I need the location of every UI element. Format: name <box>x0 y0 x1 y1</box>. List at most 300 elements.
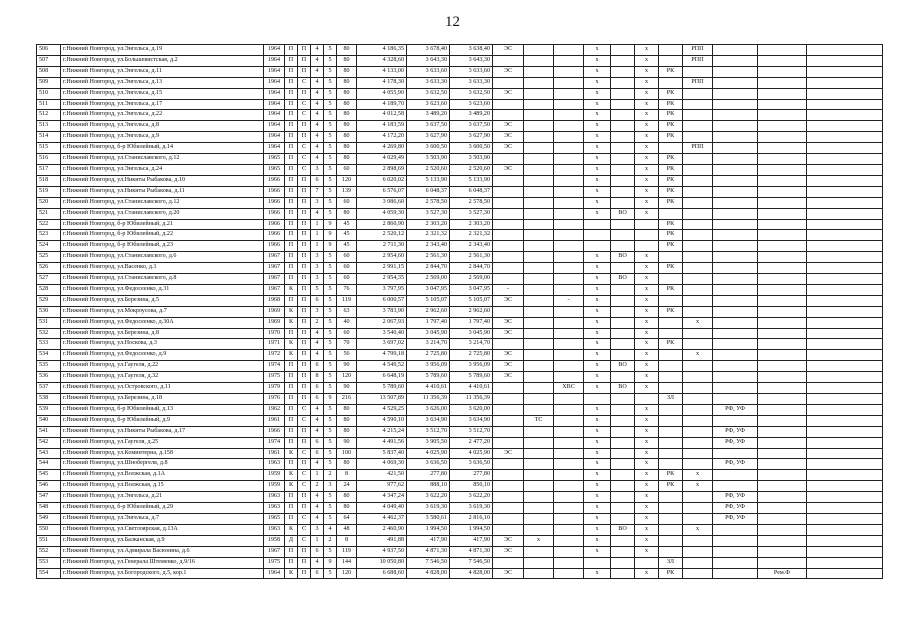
cell-apartments: 80 <box>337 77 357 88</box>
cell-roof-type: С <box>298 535 311 546</box>
cell-wall-material: П <box>285 437 298 448</box>
cell-mark-1: х <box>584 110 611 121</box>
cell-work-type-3 <box>713 306 758 317</box>
cell-utility-3 <box>554 99 584 110</box>
table-row <box>37 306 883 317</box>
cell-blank <box>807 350 883 361</box>
cell-area-used: 2 520,60 <box>450 164 493 175</box>
cell-entrances: 6 <box>311 568 324 579</box>
cell-roof-type: П <box>298 230 311 241</box>
cell-entrances: 4 <box>311 339 324 350</box>
cell-mark-1: х <box>584 143 611 154</box>
cell-floors: 5 <box>324 383 337 394</box>
cell-utility-2 <box>524 143 554 154</box>
cell-utility-1: ЭС <box>493 535 524 546</box>
cell-utility-3 <box>554 186 584 197</box>
cell-utility-1: ЭС <box>493 121 524 132</box>
cell-work-type-3 <box>713 361 758 372</box>
cell-mark-1: х <box>584 448 611 459</box>
cell-build-year: 1966 <box>264 175 285 186</box>
cell-roof-type: П <box>298 295 311 306</box>
cell-work-type-4 <box>758 361 807 372</box>
cell-work-type-3 <box>713 524 758 535</box>
cell-area-used: 4 828,00 <box>450 568 493 579</box>
cell-apartments: 90 <box>337 437 357 448</box>
cell-area-used: 2 343,40 <box>450 241 493 252</box>
cell-utility-3 <box>554 339 584 350</box>
cell-floors: 5 <box>324 492 337 503</box>
table-row <box>37 219 883 230</box>
cell-utility-2 <box>524 230 554 241</box>
cell-roof-type: П <box>298 88 311 99</box>
table-row <box>37 437 883 448</box>
cell-mark-1: х <box>584 66 611 77</box>
cell-work-type-4 <box>758 426 807 437</box>
cell-mark-2 <box>611 263 635 274</box>
cell-wall-material: П <box>285 77 298 88</box>
cell-work-type-3 <box>713 383 758 394</box>
cell-utility-3 <box>554 274 584 285</box>
cell-living-area: 1 797,40 <box>407 317 450 328</box>
cell-address: г.Нижний Новгород, ул.Станиславского, д.12 <box>61 154 264 165</box>
cell-work-type-3: РФ, УФ <box>713 459 758 470</box>
cell-row-number: 546 <box>37 481 61 492</box>
cell-utility-1 <box>493 197 524 208</box>
cell-work-type-1: РК <box>659 241 683 252</box>
table-row <box>37 77 883 88</box>
cell-blank <box>807 45 883 56</box>
cell-total-area: 4 937,50 <box>357 546 407 557</box>
cell-utility-2 <box>524 175 554 186</box>
cell-floors: 5 <box>324 121 337 132</box>
cell-utility-2 <box>524 339 554 350</box>
cell-mark-3: х <box>635 110 659 121</box>
cell-wall-material: К <box>285 284 298 295</box>
cell-work-type-2 <box>683 361 713 372</box>
cell-floors: 5 <box>324 88 337 99</box>
cell-work-type-4 <box>758 470 807 481</box>
cell-row-number: 543 <box>37 448 61 459</box>
cell-area-used: 2 725,80 <box>450 350 493 361</box>
cell-wall-material: Д <box>285 535 298 546</box>
cell-blank <box>807 284 883 295</box>
cell-row-number: 540 <box>37 415 61 426</box>
cell-roof-type: С <box>298 154 311 165</box>
cell-roof-type: П <box>298 328 311 339</box>
cell-work-type-3 <box>713 394 758 405</box>
cell-area-used: 3 527,30 <box>450 208 493 219</box>
cell-work-type-3 <box>713 175 758 186</box>
cell-living-area: 3 503,90 <box>407 154 450 165</box>
cell-living-area: 3 633,30 <box>407 77 450 88</box>
cell-entrances: 4 <box>311 513 324 524</box>
cell-work-type-2 <box>683 415 713 426</box>
cell-row-number: 530 <box>37 306 61 317</box>
cell-utility-2 <box>524 492 554 503</box>
cell-living-area: 3 956,09 <box>407 361 450 372</box>
cell-utility-1 <box>493 154 524 165</box>
cell-total-area: 4 029,49 <box>357 154 407 165</box>
cell-utility-2 <box>524 524 554 535</box>
cell-mark-2 <box>611 448 635 459</box>
cell-work-type-3: РФ, УФ <box>713 513 758 524</box>
cell-total-area: 4 178,30 <box>357 77 407 88</box>
cell-work-type-2 <box>683 503 713 514</box>
cell-blank <box>807 524 883 535</box>
cell-mark-2 <box>611 317 635 328</box>
cell-wall-material: П <box>285 88 298 99</box>
cell-wall-material: К <box>285 448 298 459</box>
cell-row-number: 524 <box>37 241 61 252</box>
cell-work-type-1: РК <box>659 470 683 481</box>
table-row <box>37 350 883 361</box>
cell-build-year: 1964 <box>264 110 285 121</box>
cell-floors: 5 <box>324 339 337 350</box>
cell-build-year: 1963 <box>264 524 285 535</box>
cell-mark-1: х <box>584 470 611 481</box>
cell-mark-2 <box>611 241 635 252</box>
cell-mark-2 <box>611 459 635 470</box>
cell-area-used: 4 410,61 <box>450 383 493 394</box>
cell-work-type-1 <box>659 492 683 503</box>
cell-blank <box>807 361 883 372</box>
cell-utility-2 <box>524 361 554 372</box>
cell-build-year: 1974 <box>264 361 285 372</box>
cell-work-type-3 <box>713 154 758 165</box>
cell-work-type-1: ЗЛ <box>659 394 683 405</box>
page-number: 12 <box>445 14 460 30</box>
cell-work-type-4 <box>758 252 807 263</box>
cell-utility-2 <box>524 45 554 56</box>
cell-utility-2 <box>524 481 554 492</box>
cell-utility-3 <box>554 503 584 514</box>
cell-roof-type: П <box>298 186 311 197</box>
cell-row-number: 542 <box>37 437 61 448</box>
cell-wall-material: К <box>285 524 298 535</box>
cell-total-area: 4 012,58 <box>357 110 407 121</box>
cell-utility-3 <box>554 470 584 481</box>
cell-entrances: 6 <box>311 394 324 405</box>
cell-living-area: 5 789,60 <box>407 372 450 383</box>
cell-utility-1: ЭС <box>493 164 524 175</box>
cell-floors: 9 <box>324 557 337 568</box>
cell-work-type-1: РК <box>659 197 683 208</box>
table-row <box>37 524 883 535</box>
cell-work-type-2 <box>683 437 713 448</box>
cell-area-used: 3 634,90 <box>450 415 493 426</box>
cell-floors: 5 <box>324 284 337 295</box>
cell-roof-type: П <box>298 339 311 350</box>
cell-work-type-4 <box>758 557 807 568</box>
cell-work-type-4 <box>758 263 807 274</box>
cell-build-year: 1967 <box>264 284 285 295</box>
cell-total-area: 2 898,69 <box>357 164 407 175</box>
cell-entrances: 3 <box>311 197 324 208</box>
cell-area-used: 2 303,20 <box>450 219 493 230</box>
cell-total-area: 3 086,60 <box>357 197 407 208</box>
cell-mark-2 <box>611 481 635 492</box>
cell-floors: 5 <box>324 295 337 306</box>
cell-mark-3: х <box>635 132 659 143</box>
cell-entrances: 3 <box>311 263 324 274</box>
cell-mark-2 <box>611 132 635 143</box>
cell-living-area: 417,90 <box>407 535 450 546</box>
cell-total-area: 6 648,19 <box>357 372 407 383</box>
cell-wall-material: П <box>285 426 298 437</box>
cell-living-area: 3 580,61 <box>407 513 450 524</box>
cell-mark-2 <box>611 295 635 306</box>
cell-work-type-2 <box>683 328 713 339</box>
cell-work-type-4 <box>758 524 807 535</box>
cell-floors: 9 <box>324 230 337 241</box>
cell-row-number: 548 <box>37 503 61 514</box>
cell-roof-type: С <box>298 143 311 154</box>
cell-area-used: 11 356,39 <box>450 394 493 405</box>
cell-utility-1 <box>493 55 524 66</box>
cell-address: г.Нижний Новгород, ул.Адмирала Васюнина, д.6 <box>61 546 264 557</box>
cell-utility-2 <box>524 328 554 339</box>
cell-entrances: 8 <box>311 372 324 383</box>
cell-mark-1: х <box>584 164 611 175</box>
cell-total-area: 6 000,57 <box>357 295 407 306</box>
cell-utility-2 <box>524 448 554 459</box>
cell-area-used: 2 561,30 <box>450 252 493 263</box>
cell-wall-material: П <box>285 99 298 110</box>
cell-work-type-4 <box>758 45 807 56</box>
cell-roof-type: П <box>298 546 311 557</box>
cell-row-number: 528 <box>37 284 61 295</box>
cell-work-type-2: х <box>683 524 713 535</box>
cell-build-year: 1966 <box>264 219 285 230</box>
cell-apartments: 45 <box>337 230 357 241</box>
cell-blank <box>807 546 883 557</box>
cell-utility-2 <box>524 164 554 175</box>
cell-floors: 5 <box>324 404 337 415</box>
cell-apartments: 119 <box>337 295 357 306</box>
cell-utility-2 <box>524 55 554 66</box>
cell-mark-3: х <box>635 339 659 350</box>
cell-mark-2 <box>611 350 635 361</box>
cell-living-area: 3 626,00 <box>407 404 450 415</box>
cell-roof-type: П <box>298 350 311 361</box>
cell-wall-material: П <box>285 230 298 241</box>
cell-mark-1: х <box>584 492 611 503</box>
cell-mark-1: х <box>584 88 611 99</box>
cell-floors: 9 <box>324 219 337 230</box>
cell-apartments: 80 <box>337 66 357 77</box>
cell-area-used: 3 620,00 <box>450 404 493 415</box>
cell-work-type-1 <box>659 415 683 426</box>
cell-work-type-1 <box>659 274 683 285</box>
cell-address: г.Нижний Новгород, ул.Островского, д.11 <box>61 383 264 394</box>
cell-area-used: 5 105,07 <box>450 295 493 306</box>
cell-address: г.Нижний Новгород, ул.Балканская, д.9 <box>61 535 264 546</box>
cell-wall-material: К <box>285 339 298 350</box>
cell-wall-material: П <box>285 208 298 219</box>
cell-total-area: 4 328,60 <box>357 55 407 66</box>
cell-utility-1: ЭС <box>493 350 524 361</box>
cell-apartments: 70 <box>337 339 357 350</box>
cell-roof-type: П <box>298 66 311 77</box>
cell-mark-3: х <box>635 197 659 208</box>
cell-utility-2: ТС <box>524 415 554 426</box>
cell-entrances: 1 <box>311 470 324 481</box>
cell-area-used: 2 321,32 <box>450 230 493 241</box>
cell-work-type-2: РПП <box>683 55 713 66</box>
cell-utility-2 <box>524 426 554 437</box>
cell-work-type-3 <box>713 143 758 154</box>
cell-address: г.Нижний Новгород, ул.Березина, д.18 <box>61 394 264 405</box>
cell-address: г.Нижний Новгород, ул.Станиславского, д.20 <box>61 208 264 219</box>
cell-row-number: 516 <box>37 154 61 165</box>
cell-mark-1: х <box>584 208 611 219</box>
cell-wall-material: П <box>285 241 298 252</box>
cell-total-area: 4 172,20 <box>357 132 407 143</box>
cell-apartments: 80 <box>337 55 357 66</box>
cell-mark-3: х <box>635 481 659 492</box>
cell-wall-material: П <box>285 404 298 415</box>
cell-mark-1: х <box>584 437 611 448</box>
cell-mark-2 <box>611 492 635 503</box>
cell-roof-type: П <box>298 459 311 470</box>
cell-utility-2 <box>524 208 554 219</box>
cell-address: г.Нижний Новгород, ул.Федосеенко, д.9 <box>61 350 264 361</box>
cell-build-year: 1963 <box>264 492 285 503</box>
cell-row-number: 520 <box>37 197 61 208</box>
cell-mark-1 <box>584 219 611 230</box>
cell-utility-1 <box>493 274 524 285</box>
cell-mark-1: х <box>584 197 611 208</box>
cell-utility-3 <box>554 448 584 459</box>
cell-blank <box>807 372 883 383</box>
cell-mark-2 <box>611 513 635 524</box>
cell-work-type-4 <box>758 99 807 110</box>
cell-wall-material: К <box>285 470 298 481</box>
cell-utility-1 <box>493 459 524 470</box>
cell-wall-material: П <box>285 66 298 77</box>
cell-living-area: 3 623,60 <box>407 99 450 110</box>
cell-work-type-2 <box>683 197 713 208</box>
cell-living-area: 277,80 <box>407 470 450 481</box>
cell-utility-3 <box>554 175 584 186</box>
cell-roof-type: С <box>298 404 311 415</box>
cell-mark-2: ВО <box>611 361 635 372</box>
cell-work-type-1 <box>659 513 683 524</box>
table-row <box>37 546 883 557</box>
cell-total-area: 2 860,90 <box>357 219 407 230</box>
table-row <box>37 252 883 263</box>
cell-floors: 5 <box>324 274 337 285</box>
cell-apartments: 80 <box>337 121 357 132</box>
cell-apartments: 8 <box>337 470 357 481</box>
cell-living-area: 3 512,70 <box>407 426 450 437</box>
cell-living-area: 2 561,30 <box>407 252 450 263</box>
cell-roof-type: С <box>298 481 311 492</box>
cell-work-type-2 <box>683 426 713 437</box>
cell-entrances: 6 <box>311 175 324 186</box>
cell-blank <box>807 394 883 405</box>
cell-area-used: 3 622,20 <box>450 492 493 503</box>
cell-work-type-2 <box>683 175 713 186</box>
cell-entrances: 3 <box>311 306 324 317</box>
cell-mark-3: х <box>635 437 659 448</box>
cell-roof-type: П <box>298 45 311 56</box>
cell-build-year: 1963 <box>264 503 285 514</box>
cell-work-type-2 <box>683 230 713 241</box>
cell-utility-1 <box>493 219 524 230</box>
cell-utility-3 <box>554 77 584 88</box>
cell-entrances: 1 <box>311 535 324 546</box>
cell-work-type-1 <box>659 535 683 546</box>
cell-row-number: 506 <box>37 45 61 56</box>
cell-work-type-1 <box>659 295 683 306</box>
table-row <box>37 383 883 394</box>
table-row <box>37 66 883 77</box>
cell-blank <box>807 328 883 339</box>
cell-total-area: 3 540,40 <box>357 328 407 339</box>
cell-address: г.Нижний Новгород, ул.Богородского, д.5, кор.1 <box>61 568 264 579</box>
cell-address: г.Нижний Новгород, ул.Энгельса, д.13 <box>61 77 264 88</box>
cell-work-type-1: РК <box>659 154 683 165</box>
cell-row-number: 531 <box>37 317 61 328</box>
cell-roof-type: С <box>298 415 311 426</box>
cell-area-used: 3 489,20 <box>450 110 493 121</box>
cell-mark-1: х <box>584 339 611 350</box>
cell-build-year: 1972 <box>264 350 285 361</box>
cell-mark-1: х <box>584 568 611 579</box>
cell-mark-2 <box>611 394 635 405</box>
cell-work-type-2 <box>683 306 713 317</box>
cell-mark-2 <box>611 55 635 66</box>
cell-work-type-4: Рем.Ф <box>758 568 807 579</box>
cell-roof-type: П <box>298 503 311 514</box>
cell-area-used: 2 477,20 <box>450 437 493 448</box>
cell-apartments: 64 <box>337 513 357 524</box>
cell-mark-3: х <box>635 535 659 546</box>
cell-mark-2 <box>611 110 635 121</box>
cell-entrances: 4 <box>311 459 324 470</box>
cell-mark-3: х <box>635 143 659 154</box>
cell-utility-3 <box>554 492 584 503</box>
cell-mark-3: х <box>635 328 659 339</box>
cell-work-type-1: РК <box>659 230 683 241</box>
cell-utility-1: ЭС <box>493 143 524 154</box>
cell-build-year: 1979 <box>264 383 285 394</box>
cell-area-used: 1 797,40 <box>450 317 493 328</box>
cell-living-area: 3 622,20 <box>407 492 450 503</box>
cell-mark-2 <box>611 328 635 339</box>
cell-work-type-4 <box>758 339 807 350</box>
cell-mark-1: х <box>584 252 611 263</box>
cell-living-area: 2 343,40 <box>407 241 450 252</box>
cell-work-type-2 <box>683 546 713 557</box>
cell-wall-material: П <box>285 110 298 121</box>
cell-mark-2 <box>611 546 635 557</box>
cell-roof-type: С <box>298 448 311 459</box>
cell-total-area: 2 991,15 <box>357 263 407 274</box>
cell-apartments: 120 <box>337 175 357 186</box>
cell-work-type-2 <box>683 186 713 197</box>
cell-floors: 5 <box>324 197 337 208</box>
cell-work-type-1 <box>659 328 683 339</box>
cell-floors: 5 <box>324 372 337 383</box>
cell-utility-2 <box>524 154 554 165</box>
cell-work-type-1: РК <box>659 263 683 274</box>
cell-roof-type: П <box>298 175 311 186</box>
cell-entrances: 3 <box>311 164 324 175</box>
cell-apartments: 60 <box>337 164 357 175</box>
cell-blank <box>807 535 883 546</box>
